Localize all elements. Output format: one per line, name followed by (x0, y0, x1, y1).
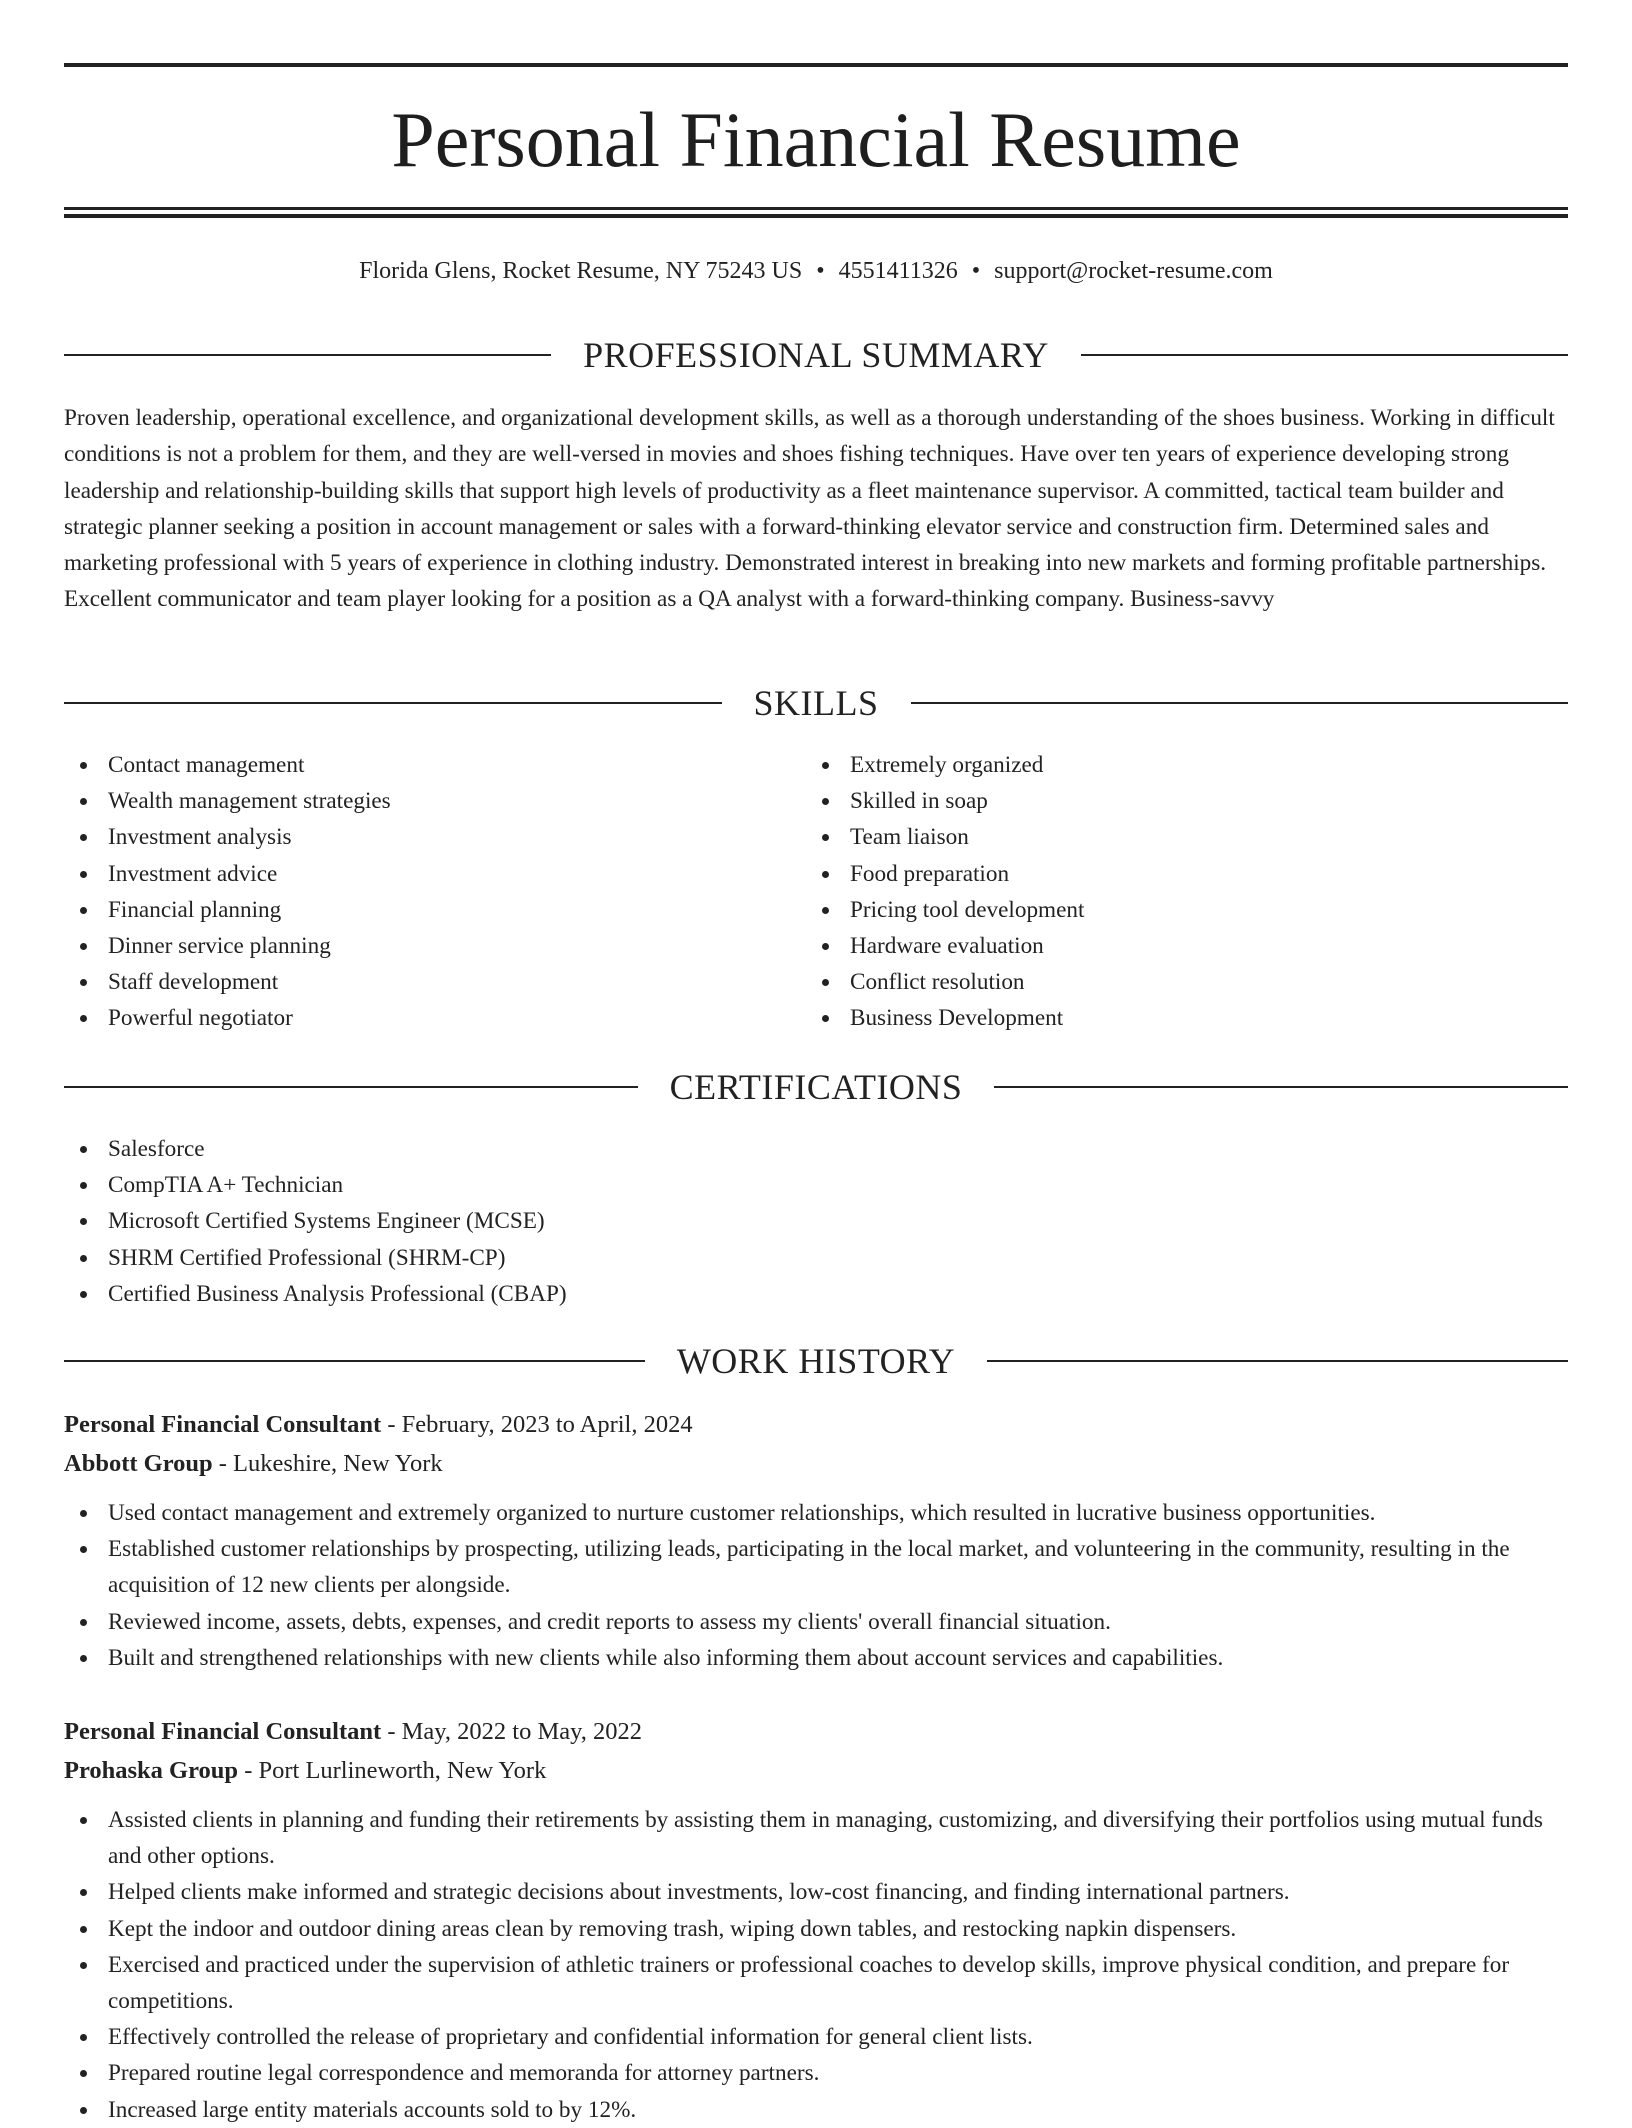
contact-line (64, 254, 1568, 288)
header-double-rule-upper (64, 207, 1568, 210)
contact-separator: • (971, 258, 981, 284)
work-history-heading (64, 1339, 1568, 1383)
skills-heading-label: SKILLS (753, 683, 879, 723)
skill-item: Dinner service planning (64, 928, 804, 964)
certification-item: Microsoft Certified Systems Engineer (MCSE) (64, 1203, 1568, 1239)
job-bullet: Reviewed income, assets, debts, expenses, and credit reports to assess my clients' overall financial situation. (64, 1604, 1568, 1640)
certifications-heading-label: CERTIFICATIONS (669, 1067, 963, 1107)
summary-heading (64, 333, 1568, 377)
skill-item: Pricing tool development (806, 892, 1546, 928)
job-company: Prohaska Group (64, 1757, 239, 1784)
job-bullet: Effectively controlled the release of proprietary and confidential information for general client lists. (64, 2019, 1568, 2055)
certifications-heading (64, 1065, 1568, 1109)
skill-item: Extremely organized (806, 747, 1546, 783)
heading-rule-left (64, 702, 722, 704)
contact-email[interactable]: support@rocket-resume.com (994, 258, 1273, 284)
heading-rule-left (64, 1086, 638, 1088)
heading-rule-left (64, 1360, 645, 1362)
skill-item: Skilled in soap (806, 783, 1546, 819)
skill-item: Hardware evaluation (806, 928, 1546, 964)
skills-list-left (64, 747, 804, 1037)
job-bullets (64, 1495, 1568, 1676)
job-dates: - May, 2022 to May, 2022 (381, 1718, 643, 1745)
job-bullet: Exercised and practiced under the supervision of athletic trainers or professional coaches to develop skills, improve physical condition, and prepare for competitions. (64, 1947, 1568, 2019)
job-title: Personal Financial Consultant (64, 1411, 382, 1438)
skills-list-right (806, 747, 1546, 1037)
heading-rule-right (911, 702, 1569, 704)
skill-item: Business Development (806, 1000, 1546, 1036)
job-bullet: Built and strengthened relationships with new clients while also informing them about account services and capabilities. (64, 1640, 1568, 1676)
header-double-rule-lower (64, 214, 1568, 218)
job-company: Abbott Group (64, 1450, 213, 1477)
job-bullet: Helped clients make informed and strategic decisions about investments, low-cost financing, and finding international partners. (64, 1874, 1568, 1910)
job-bullets (64, 1802, 1568, 2128)
skill-item: Powerful negotiator (64, 1000, 804, 1036)
skill-item: Financial planning (64, 892, 804, 928)
heading-rule-left (64, 354, 551, 356)
heading-rule-right (1081, 354, 1568, 356)
skill-item: Staff development (64, 964, 804, 1000)
job-bullet: Established customer relationships by prospecting, utilizing leads, participating in the local market, and volunteering in the community, resulting in the acquisition of 12 new clients per alongside. (64, 1531, 1568, 1603)
job-entry (64, 1405, 1568, 1676)
certification-item: SHRM Certified Professional (SHRM-CP) (64, 1240, 1568, 1276)
job-dates: - February, 2023 to April, 2024 (381, 1411, 693, 1438)
certification-item: CompTIA A+ Technician (64, 1167, 1568, 1203)
contact-separator: • (816, 258, 825, 284)
job-title-line (64, 1405, 1568, 1444)
job-bullet: Kept the indoor and outdoor dining areas clean by removing trash, wiping down tables, and restocking napkin dispensers. (64, 1911, 1568, 1947)
skill-item: Contact management (64, 747, 804, 783)
job-title: Personal Financial Consultant (64, 1718, 382, 1745)
skills-heading (64, 681, 1568, 725)
skill-item: Investment advice (64, 856, 804, 892)
certification-item: Certified Business Analysis Professional (CBAP) (64, 1276, 1568, 1312)
skill-item: Conflict resolution (806, 964, 1546, 1000)
summary-text: Proven leadership, operational excellence, and organizational development skills, as well as a thorough understanding of the shoes business. Working in difficult conditions is not a problem for them, and they are well-versed in movies and shoes fishing techniques. Have over ten years of experience developing strong leadership and relationship-building skills that support high levels of productivity as a fleet maintenance supervisor. A committed, tactical team builder and strategic planner seeking a position in account management or sales with a forward-thinking elevator service and construction firm. Determined sales and marketing professional with 5 years of experience in clothing industry. Demonstrated interest in breaking into new markets and forming profitable partnerships. Excellent communicator and team player looking for a position as a QA analyst with a forward-thinking company. Business-savvy (64, 405, 1555, 613)
job-location: - Port Lurlineworth, New York (238, 1757, 547, 1784)
contact-address: Florida Glens, Rocket Resume, NY 75243 US (359, 258, 803, 284)
job-bullet: Prepared routine legal correspondence and memoranda for attorney partners. (64, 2055, 1568, 2091)
resume-title: Personal Financial Resume (391, 96, 1241, 183)
certification-item: Salesforce (64, 1131, 1568, 1167)
heading-rule-right (987, 1360, 1568, 1362)
certifications-list (64, 1131, 1568, 1312)
work-history-heading-label: WORK HISTORY (676, 1341, 956, 1381)
job-location: - Lukeshire, New York (212, 1450, 443, 1477)
skill-item: Food preparation (806, 856, 1546, 892)
skill-item: Investment analysis (64, 819, 804, 855)
job-company-line (64, 1444, 1568, 1483)
skill-item: Wealth management strategies (64, 783, 804, 819)
job-bullet: Used contact management and extremely organized to nurture customer relationships, which resulted in lucrative business opportunities. (64, 1495, 1568, 1531)
skill-item: Team liaison (806, 819, 1546, 855)
job-entry (64, 1712, 1568, 2128)
job-bullet: Increased large entity materials accounts sold to by 12%. (64, 2092, 1568, 2128)
job-company-line (64, 1751, 1568, 1790)
heading-rule-right (994, 1086, 1568, 1088)
header-top-rule (64, 63, 1568, 67)
job-title-line (64, 1712, 1568, 1751)
contact-phone: 4551411326 (838, 258, 958, 284)
summary-heading-label: PROFESSIONAL SUMMARY (583, 335, 1049, 375)
job-bullet: Assisted clients in planning and funding their retirements by assisting them in managing, customizing, and diversifying their portfolios using mutual funds and other options. (64, 1802, 1568, 1874)
